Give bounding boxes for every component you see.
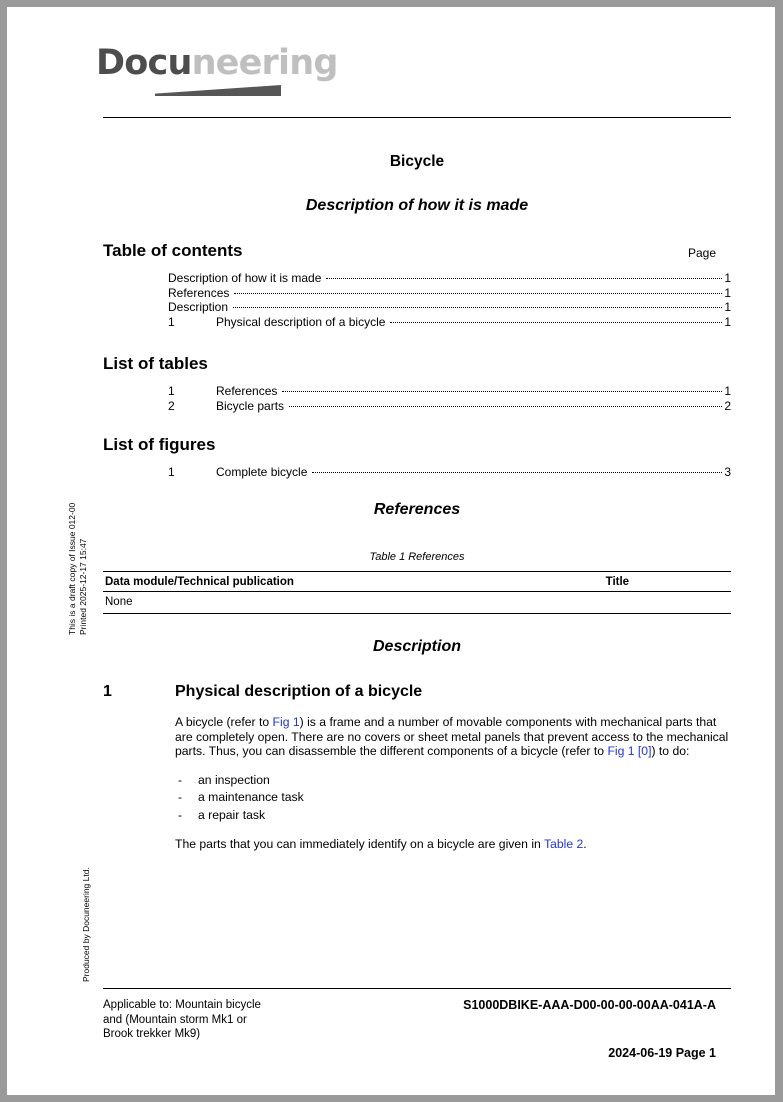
column-header-title: Title [369, 572, 731, 592]
table-header-row [103, 572, 731, 592]
footer-date-page: 2024-06-19 Page 1 [608, 1046, 716, 1060]
list-of-tables-heading: List of tables [103, 354, 208, 373]
toc-leader-dots [326, 278, 722, 279]
paragraph2-text-a: The parts that you can immediately identify on a bicycle are given in [175, 837, 544, 851]
table-row [103, 592, 731, 614]
logo-text-neering: neering [191, 43, 338, 83]
applicability-line-1: Applicable to: Mountain bicycle [103, 999, 261, 1011]
list-item: - an inspection [175, 772, 731, 789]
footer-divider [103, 988, 731, 989]
toc-leader-dots [234, 293, 722, 294]
toc-entry-page: 1 [724, 300, 731, 315]
toc-entry-number: 1 [168, 465, 175, 479]
toc-leader-dots [312, 472, 722, 473]
toc-entry-page: 2 [724, 398, 731, 413]
list-of-figures-heading: List of figures [103, 435, 216, 454]
paragraph-text-a: A bicycle (refer to [175, 715, 273, 729]
produced-by-note: Produced by Docuneering Ltd. [81, 867, 91, 982]
references-table [103, 571, 731, 614]
toc-entry[interactable] [103, 399, 731, 414]
section-number: 1 [103, 683, 112, 700]
header-divider [103, 117, 731, 118]
table-2-link[interactable]: Table 2 [543, 837, 584, 851]
toc-leader-dots [289, 406, 722, 407]
applicability-statement [103, 998, 403, 1042]
toc-entry-label: Description of how it is made [168, 271, 322, 285]
document-page [7, 7, 775, 1095]
toc-entry-page: 1 [724, 285, 731, 300]
fig-1-item-0-link[interactable]: Fig 1 [0] [607, 744, 652, 759]
company-logo [96, 43, 732, 96]
applicability-line-3: Brook trekker Mk9) [103, 1028, 201, 1041]
table-caption: Table 1 References [369, 551, 465, 563]
toc-entry-label: References [216, 384, 278, 398]
draft-issue-line: This is a draft copy of Issue 012-00 [67, 502, 77, 635]
draft-printed-line: Printed 2025-12-17 15:47 [77, 538, 88, 635]
toc-entry-page: 1 [724, 271, 731, 285]
toc-entry[interactable] [103, 384, 731, 399]
toc-entry-number: 2 [168, 398, 175, 413]
section-title: Physical description of a bicycle [175, 683, 423, 700]
toc-page-column-label: Page [687, 246, 716, 260]
paragraph-text-c: ) to do: [651, 744, 690, 759]
list-item: - a repair task [175, 807, 731, 824]
cell-title [369, 592, 731, 614]
toc-entry-label: Physical description of a bicycle [216, 314, 386, 329]
list-of-tables-list [103, 384, 731, 413]
list-item: - a maintenance task [175, 789, 731, 806]
toc-entry[interactable] [103, 315, 731, 330]
toc-entry[interactable] [103, 300, 731, 315]
toc-entry-label: Description [168, 300, 229, 315]
body-paragraph-2 [175, 837, 731, 852]
logo-wordmark [96, 43, 732, 83]
list-of-figures-list [103, 465, 731, 480]
toc-list [103, 271, 731, 329]
applicability-line-2: and (Mountain storm Mk1 or [103, 1013, 247, 1026]
cell-data-module: None [103, 592, 369, 614]
section-body [175, 715, 731, 852]
references-heading: References [373, 501, 461, 518]
toc-leader-dots [282, 391, 722, 392]
toc-entry[interactable] [103, 271, 731, 286]
draft-copy-note [67, 455, 88, 635]
toc-entry-number: 1 [168, 314, 175, 329]
logo-text-docu: Docu [96, 43, 192, 83]
paragraph-text-b: ) is a frame and a number of movable components with mechanical parts that are completely open. There are no covers or sheet metal panels that prevent access to the mechanical parts. Thus, you can disassemble the different components of a bicycle (refer to [175, 715, 729, 759]
description-heading: Description [372, 638, 461, 655]
logo-swoosh-icon [155, 85, 281, 96]
task-list [175, 772, 731, 824]
toc-entry-label: Bicycle parts [216, 398, 285, 413]
toc-entry-number: 1 [168, 384, 175, 398]
column-header-data-module: Data module/Technical publication [103, 572, 369, 592]
toc-leader-dots [233, 307, 722, 308]
fig-1-link[interactable]: Fig 1 [272, 715, 300, 729]
toc-entry-page: 1 [724, 314, 731, 329]
toc-entry-label: Complete bicycle [216, 465, 308, 479]
toc-leader-dots [390, 322, 722, 323]
toc-heading: Table of contents [103, 241, 243, 260]
page-title: Bicycle [389, 153, 445, 170]
paragraph2-text-b: . [583, 837, 587, 851]
toc-entry[interactable] [103, 286, 731, 301]
toc-entry-label: References [168, 285, 230, 300]
page-subtitle: Description of how it is made [305, 197, 529, 214]
data-module-code: S1000DBIKE-AAA-D00-00-00-00AA-041A-A [463, 998, 716, 1012]
toc-entry[interactable] [103, 465, 731, 480]
body-paragraph-1 [175, 715, 731, 759]
toc-entry-page: 3 [724, 465, 731, 479]
toc-entry-page: 1 [724, 384, 731, 398]
